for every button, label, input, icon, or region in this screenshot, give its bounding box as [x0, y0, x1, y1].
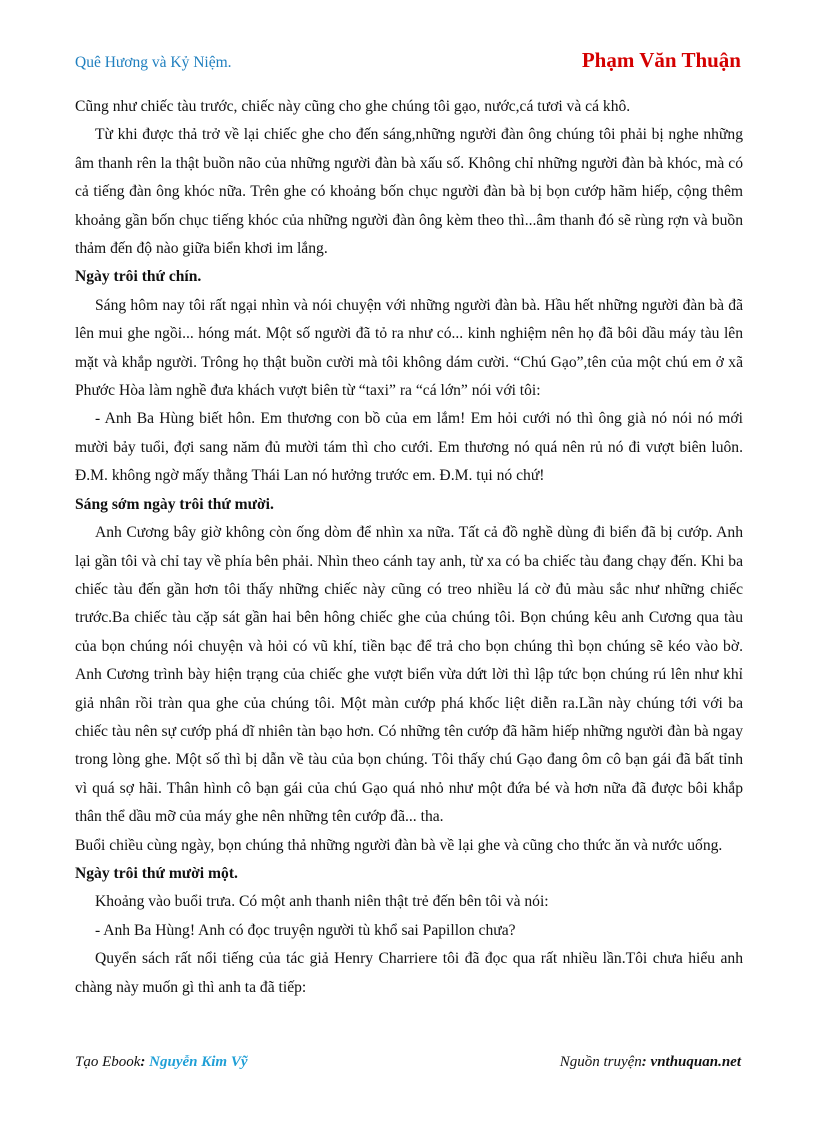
page-header	[75, 48, 741, 78]
paragraph: Quyển sách rất nổi tiếng của tác giả Henry Charriere tôi đã đọc qua rất nhiều lần.Tôi chưa hiểu anh chàng này muốn gì thì anh ta đã tiếp:	[75, 950, 743, 996]
paragraph: - Anh Ba Hùng! Anh có đọc truyện người tù khổ sai Papillon chưa?	[95, 921, 516, 939]
source-credit-label: Nguồn truyện	[559, 1054, 642, 1070]
body-text	[75, 93, 743, 1002]
book-title: Quê Hương và Kỷ Niệm.	[75, 54, 232, 71]
source-credit-separator: :	[641, 1054, 647, 1070]
paragraph: Buổi chiều cùng ngày, bọn chúng thả những người đàn bà về lại ghe và cũng cho thức ăn và nước uống.	[75, 836, 723, 854]
source-credit	[560, 1054, 741, 1071]
ebook-credit-separator: :	[140, 1054, 146, 1070]
paragraph: - Anh Ba Hùng biết hôn. Em thương con bồ của em lắm! Em hỏi cưới nó thì ông già nó nói nó mới mười bảy tuổi, đợi sang năm đủ mười tám thì cho cưới. Em thương nó quá nên rủ nó đi vượt biên luôn. Đ.M. không ngờ mấy thằng Thái Lan nó hưởng trước em. Đ.M. tụi nó chứ!	[75, 410, 743, 485]
section-heading: Ngày trôi thứ chín.	[75, 268, 202, 286]
ebook-creator-name: Nguyễn Kim Vỹ	[149, 1054, 248, 1070]
paragraph: Anh Cương bây giờ không còn ống dòm để nhìn xa nữa. Tất cả đồ nghề dùng đi biển đã bị cướp. Anh lại gần tôi và chỉ tay về phía bên phải. Nhìn theo cánh tay anh, từ xa có ba chiếc tàu đang chạy đến. Khi ba chiếc tàu đến gần hơn tôi thấy những chiếc này cũng có treo nhiều lá cờ đủ màu sắc như những chiếc trước.Ba chiếc tàu cặp sát gần hai bên hông chiếc ghe của chúng tôi. Bọn chúng kêu anh Cương qua tàu của bọn chúng nói chuyện và hỏi có vũ khí, tiền bạc để trả cho bọn chúng thì bọn chúng sẽ kéo vào bờ. Anh Cương trình bày hiện trạng của chiếc ghe vượt biển vừa dứt lời thì lập tức bọn chúng rú lên như khỉ giả nhân rồi tràn qua ghe của chúng tôi. Một màn cướp phá khốc liệt diễn ra.Lần này chúng tới với ba chiếc tàu nên sự cướp phá dĩ nhiên tàn bạo hơn. Có những tên cướp đã hãm hiếp những người đàn bà ngay trong lòng ghe. Một số thì bị dẫn về tàu của bọn chúng. Tôi thấy chú Gạo đang ôm cô bạn gái đã bất tỉnh vì quá sợ hãi. Thân hình cô bạn gái của chú Gạo quá nhỏ như một đứa bé và hơn nữa đã được bôi khắp thân thể dầu mỡ của máy ghe nên những tên cướp đã... tha.	[75, 524, 743, 826]
paragraph: Từ khi được thả trở về lại chiếc ghe cho đến sáng,những người đàn ông chúng tôi phải bị nghe những âm thanh rên la thật buồn não của những người đàn bà xấu số. Không chỉ những người đàn bà khóc, mà có cả tiếng đàn ông khóc nữa. Trên ghe có khoảng bốn chục người đàn bà bị bọn cướp hãm hiếp, cộng thêm khoảng gần bốn chục tiếng khóc của những người đàn ông kèm theo thì...âm thanh đó sẽ rùng rợn và buồn thảm đến độ nào giữa biển khơi im lắng.	[75, 126, 743, 258]
section-heading: Sáng sớm ngày trôi thứ mười.	[75, 495, 274, 513]
paragraph: Khoảng vào buổi trưa. Có một anh thanh niên thật trẻ đến bên tôi và nói:	[95, 893, 549, 911]
paragraph: Sáng hôm nay tôi rất ngại nhìn và nói chuyện với những người đàn bà. Hầu hết những người đàn bà đã lên mui ghe ngồi... hóng mát. Một số người đã tỏ ra như có... kinh nghiệm nên họ đã bôi dầu máy tàu lên mặt và khắp người. Trông họ thật buồn cười mà tôi không dám cười. “Chú Gạo”,tên của một chú em ở xã Phước Hòa làm nghề đưa khách vượt biên từ “taxi” ra “cá lớn” nói với tôi:	[75, 296, 743, 400]
source-site: vnthuquan.net	[650, 1054, 741, 1070]
author-name: Phạm Văn Thuận	[581, 48, 741, 72]
ebook-credit	[75, 1054, 248, 1071]
ebook-credit-label: Tạo Ebook	[75, 1054, 141, 1070]
section-heading: Ngày trôi thứ mười một.	[75, 864, 238, 882]
paragraph: Cũng như chiếc tàu trước, chiếc này cũng cho ghe chúng tôi gạo, nước,cá tươi và cá khô.	[75, 98, 631, 115]
